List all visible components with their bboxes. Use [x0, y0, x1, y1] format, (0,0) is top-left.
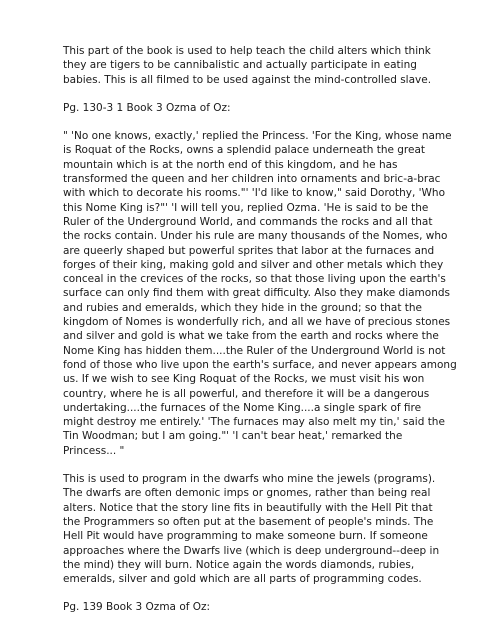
text-line: are queerly shaped but powerful sprites that labor at the furnaces and	[63, 244, 435, 257]
text-line: " 'No one knows, exactly,' replied the Princess. 'For the King, whose name	[63, 130, 452, 143]
text-line: Tin Woodman; but I am going."' 'I can't bear heat,' remarked the	[63, 430, 403, 443]
paragraph-intro	[63, 44, 443, 87]
text-line: The dwarfs are often demonic imps or gnomes, rather than being real	[63, 487, 431, 500]
text-line: mountain which is at the north end of this kingdom, and he has	[63, 158, 398, 171]
text-line: the rocks contain. Under his rule are many thousands of the Nomes, who	[63, 230, 448, 243]
text-line: this Nome King is?"' 'I will tell you, replied Ozma. 'He is said to be the	[63, 201, 429, 214]
text-line: transformed the queen and her children into ornaments and bric-a-brac	[63, 173, 441, 186]
text-line: kingdom of Nomes is wonderfully rich, and all we have of precious stones	[63, 316, 451, 329]
text-line: forges of their king, making gold and silver and other metals which they	[63, 258, 444, 271]
text-line: might destroy me entirely.' 'The furnaces may also melt my tin,' said the	[63, 416, 445, 429]
text-line: conceal in the crevices of the rocks, so that those living upon the earth's	[63, 273, 446, 286]
text-line: undertaking....the furnaces of the Nome King....a single spark of fire	[63, 401, 422, 414]
text-line: they are tigers to be cannibalistic and actually participate in eating	[63, 59, 417, 72]
text-line: Nome King has hidden them....the Ruler of the Underground World is not	[63, 344, 446, 357]
text-line: This is used to program in the dwarfs who mine the jewels (programs).	[63, 473, 436, 486]
text-line: and rubies and emeralds, which they hide in the ground; so that the	[63, 301, 423, 314]
page-reference-heading	[63, 600, 443, 614]
text-line: fond of those who live upon the earth's surface, and never appears among	[63, 358, 457, 371]
text-line: This part of the book is used to help teach the child alters which think	[63, 45, 431, 57]
text-line: with which to decorate his rooms."' 'I'd like to know," said Dorothy, 'Who	[63, 187, 446, 200]
text-line: babies. This is all filmed to be used against the mind-controlled slave.	[63, 73, 432, 86]
text-line: the mind) they will burn. Notice again the words diamonds, rubies,	[63, 558, 415, 571]
text-line: Ruler of the Underground World, and commands the rocks and all that	[63, 215, 433, 228]
text-line: Pg. 130-3 1 Book 3 Ozma of Oz:	[63, 101, 231, 114]
text-line: us. If we wish to see King Roquat of the Rocks, we must visit his won	[63, 373, 425, 386]
paragraph-commentary	[63, 472, 443, 586]
text-line: emeralds, silver and gold which are all parts of programming codes.	[63, 573, 422, 586]
document-page	[63, 44, 457, 629]
text-line: Hell Pit would have programming to make someone burn. If someone	[63, 530, 428, 543]
text-line: surface can only find them with great difficulty. Also they make diamonds	[63, 287, 451, 300]
text-line: approaches where the Dwarfs live (which is deep underground--deep in	[63, 544, 440, 557]
text-line: Pg. 139 Book 3 Ozma of Oz:	[63, 601, 211, 614]
text-line: and silver and gold is what we take from the earth and rocks where the	[63, 330, 439, 343]
text-line: the Programmers so often put at the basement of people's minds. The	[63, 515, 434, 528]
text-line: country, where he is all powerful, and therefore it will be a dangerous	[63, 387, 430, 400]
page-reference-heading	[63, 101, 443, 115]
text-line: alters. Notice that the story line fits in beautifully with the Hell Pit that	[63, 501, 433, 514]
paragraph-quote	[63, 129, 457, 458]
text-line: is Roquat of the Rocks, owns a splendid palace underneath the great	[63, 144, 426, 157]
text-line: Princess... "	[63, 444, 125, 457]
